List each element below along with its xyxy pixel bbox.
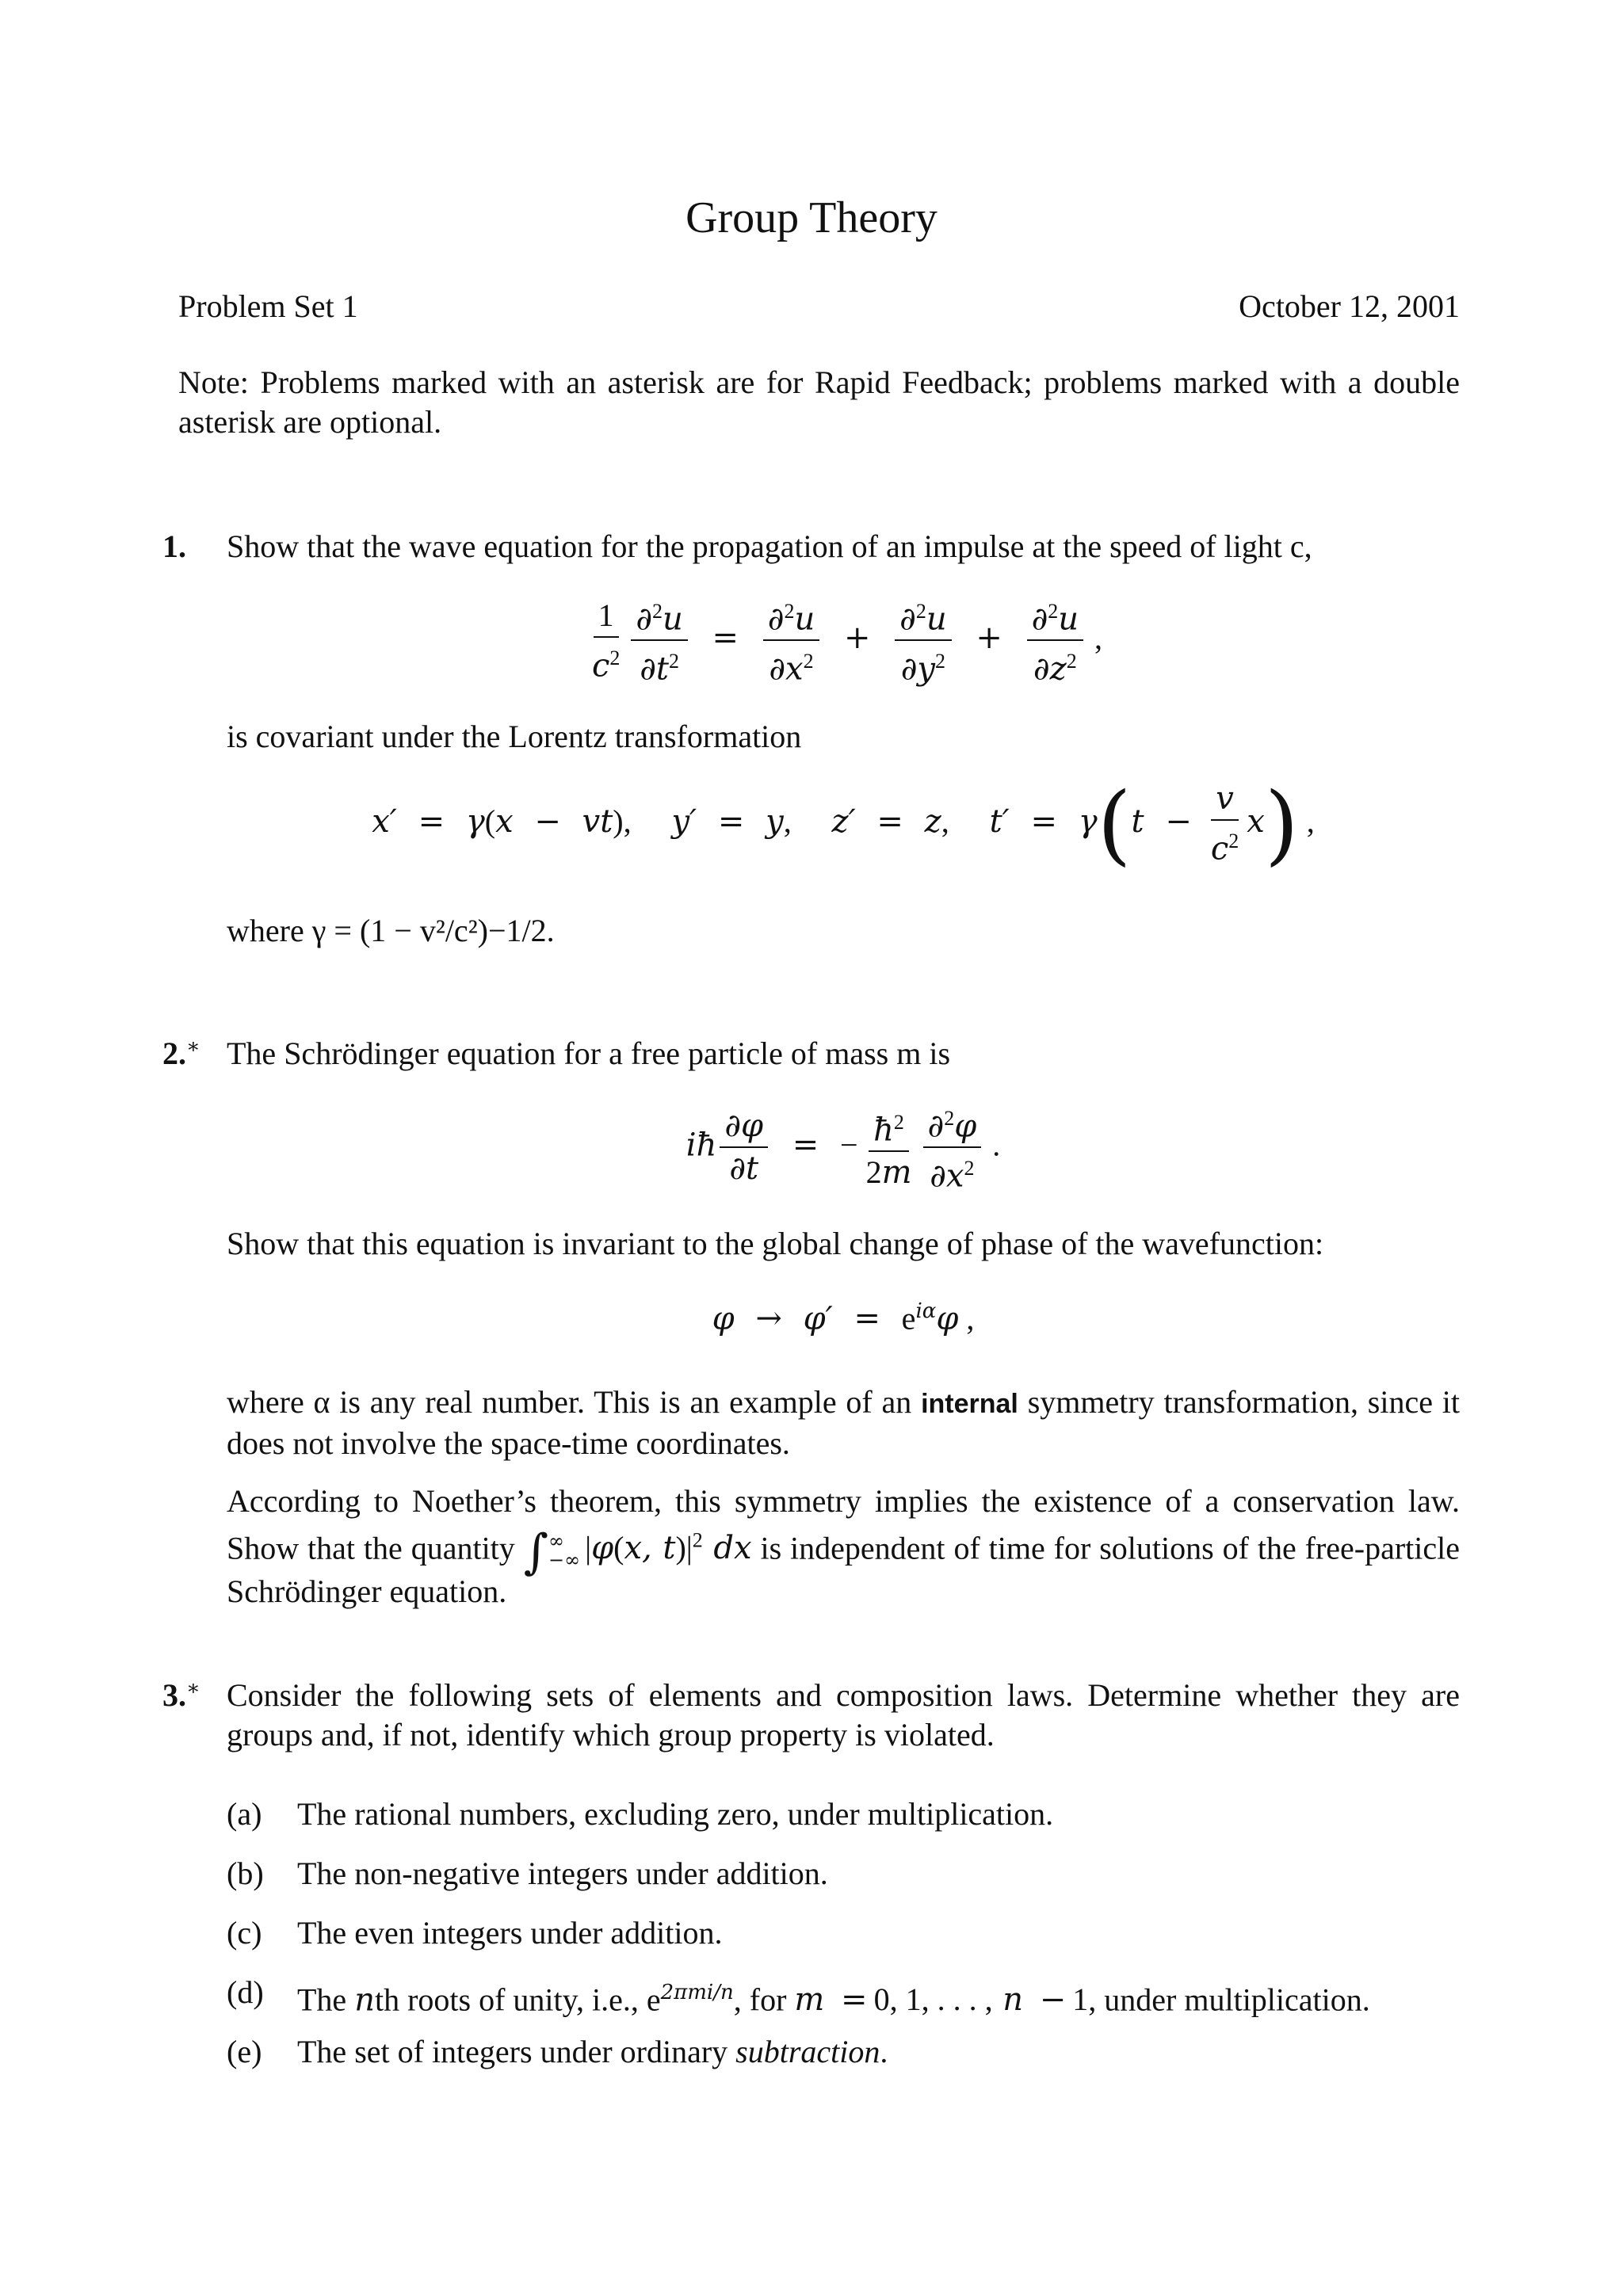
problem-3-number: 3.∗ <box>162 1676 200 1713</box>
item-d-text: The nth roots of unity, i.e., $e^{2\pi mi/n}$, for m = 0, 1, . . . , n − 1, under multiplication. <box>297 1981 1370 2019</box>
schrodinger-equation: iħ $\frac{\partial\varphi}{\partial t}$ = − $\frac{ħ^2}{2m}$ $\frac{\partial^2\varphi}{\partial x^2}$ . <box>227 1101 1460 1194</box>
problem-1-end: where γ = (1 − v²/c²)−1/2. <box>227 913 555 948</box>
integral-expression: ∫ ∞ −∞ |φ(x, $t)|^2$ dx <box>523 1524 752 1581</box>
problem-1-number: 1. <box>162 528 186 564</box>
problem-3-intro: Consider the following sets of elements and composition laws. Determine whether they are groups and, if not, identify which group property is violated. <box>227 1677 1460 1753</box>
problem-1-intro: Show that the wave equation for the propagation of an impulse at the speed of light c, <box>227 528 1312 564</box>
problem-set-label: Problem Set 1 <box>178 288 358 324</box>
phase-transformation: $\varphi \to \varphi' = e^{i\alpha}\varphi$ , <box>712 1299 975 1337</box>
problem-2-mid: Show that this equation is invariant to the global change of phase of the wavefunction: <box>227 1226 1324 1261</box>
lorentz-transformation: x′ = γ(x − vt), y′ = y, z′ = z, t′ = γ(t − $\frac{v}{c^2}$ x) , <box>372 773 1315 875</box>
item-d-label: (d) <box>227 1974 264 2010</box>
note-paragraph: Note: Problems marked with an asterisk are for Rapid Feedback; problems marked with a double asterisk are optional. <box>178 364 1460 440</box>
date-label: October 12, 2001 <box>1239 288 1460 324</box>
problem-1-mid: is covariant under the Lorentz transformation <box>227 719 802 754</box>
item-a-text: The rational numbers, excluding zero, under multiplication. <box>297 1796 1054 1832</box>
problem-2-number: 2.∗ <box>162 1035 200 1071</box>
wave-equation: $\frac{1}{c^2}$ $\frac{\partial^2u}{\partial t^2}$ = $\frac{\partial^2u}{\partial x^2}$ + $\frac{\partial^2u}{\partial y^2}$ + $\frac{\partial^2u}{\partial z^2}$ , <box>227 594 1460 687</box>
problem-2-paragraph-1: where α is any real number. This is an example of an internal symmetry transformation, since it does not involve the space-time coordinates. <box>227 1384 1460 1461</box>
item-b-label: (b) <box>227 1855 264 1891</box>
problem-2-paragraph-2: According to Noether’s theorem, this symmetry implies the existence of a conservation law. Show that the quantity ∫ ∞ −∞ |φ(x, $t)|^2$ dx is independent of time for solutions of the free-particle Schrödinger equation. <box>227 1483 1461 1610</box>
item-b-text: The non-negative integers under addition. <box>297 1855 828 1891</box>
problem-2-intro: The Schrödinger equation for a free particle of mass m is <box>227 1035 951 1071</box>
item-c-label: (c) <box>227 1915 262 1951</box>
item-e-text: The set of integers under ordinary subtraction. <box>297 2034 888 2069</box>
item-c-text: The even integers under addition. <box>297 1915 723 1951</box>
item-a-label: (a) <box>227 1796 262 1832</box>
internal-keyword: internal <box>921 1389 1018 1419</box>
item-e-label: (e) <box>227 2034 262 2069</box>
page-title: Group Theory <box>685 193 938 242</box>
